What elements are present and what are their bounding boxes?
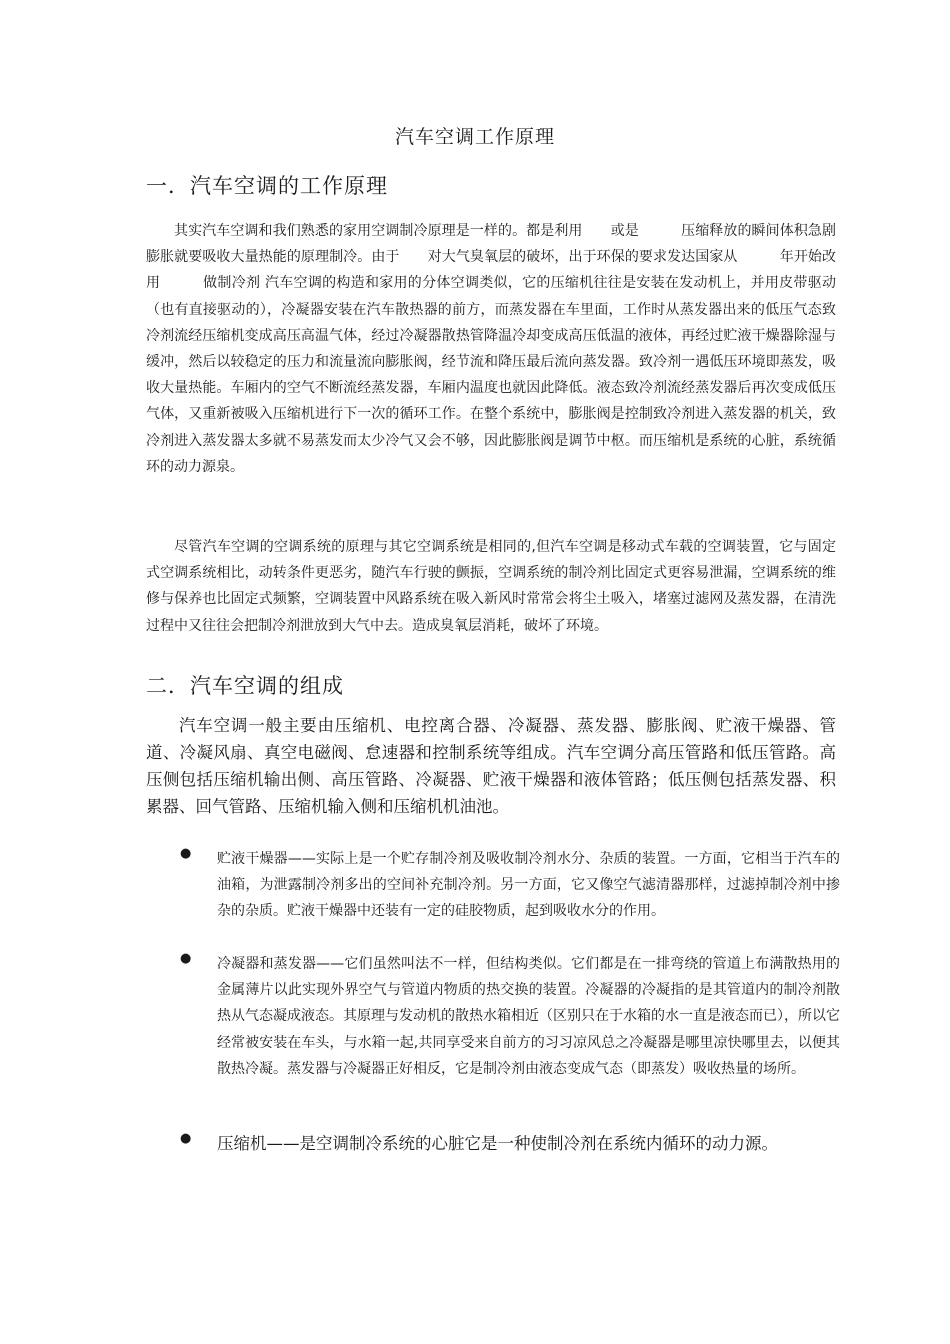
bullet-dot-icon: ● [180, 1131, 192, 1146]
bullet-text: 压缩机——是空调制冷系统的心脏它是一种使制冷剂在系统内循环的动力源。 [217, 1134, 778, 1153]
bullet-item-compressor [180, 1131, 840, 1157]
section1-paragraph-2: 尽管汽车空调的空调系统的原理与其它空调系统是相同的,但汽车空调是移动式车载的空调装置，它与固定式空调系统相比，动转条件更恶劣，随汽车行驶的颤振，空调系统的制冷剂比固定式更容易泄漏，空调系统的维修与保养也比固定式频繁，空调装置中风路系统在吸入新风时常常会将尘土吸入，堵塞过滤网及蒸发器，在清洗过程中又往往会把制冷剂泄放到大气中去。造成臭氧层消耗，破坏了环境。 [146, 539, 836, 634]
bullet-text: 冷凝器和蒸发器——它们虽然叫法不一样，但结构类似。它们都是在一排弯绕的管道上布满散热用的金属薄片以此实现外界空气与管道内物质的热交换的装置。冷凝器的冷凝指的是其管道内的制冷剂散热从气态凝成液态。其原理与发动机的散热水箱相近（区别只在于水箱的水一直是液态而已），所以它经常被安装在车头，与水箱一起,共同享受来自前方的习习凉风总之冷凝器是哪里凉快哪里去，以便其散热冷凝。蒸发器与冷凝器正好相反，它是制冷剂由液态变成气态（即蒸发）吸收热量的场所。 [217, 956, 840, 1077]
section2-heading: 二．汽车空调的组成 [146, 674, 344, 698]
section2-intro: 汽车空调一般主要由压缩机、电控离合器、冷凝器、蒸发器、膨胀阀、贮液干燥器、管道、冷凝风扇、真空电磁阀、怠速器和控制系统等组成。汽车空调分高压管路和低压管路。高压侧包括压缩机输出侧、高压管路、冷凝器、贮液干燥器和液体管路；低压侧包括蒸发器、积累器、回气管路、压缩机输入侧和压缩机机油池。 [146, 716, 836, 816]
document-title: 汽车空调工作原理 [394, 126, 555, 148]
section1-heading: 一．汽车空调的工作原理 [146, 174, 388, 198]
bullet-item-condenser-evaporator [180, 951, 840, 1082]
bullet-item-drier [180, 846, 840, 925]
bullet-text: 贮液干燥器——实际上是一个贮存制冷剂及吸收制冷剂水分、杂质的装置。一方面，它相当于汽车的油箱，为泄露制冷剂多出的空间补充制冷剂。另一方面，它又像空气滤清器那样，过滤掉制冷剂中掺杂的杂质。贮液干燥器中还装有一定的硅胶物质，起到吸收水分的作用。 [217, 851, 840, 920]
bullet-dot-icon: ● [180, 951, 192, 966]
section1-paragraph-1: 其实汽车空调和我们熟悉的家用空调制冷原理是一样的。都是利用 或是 压缩释放的瞬间体积急剧膨胀就要吸收大量热能的原理制冷。由于 对大气臭氧层的破坏，出于环保的要求发达国家从 年开始改用 做制冷剂 汽车空调的构造和家用的分体空调类似，它的压缩机往往是安装在发动机上，并用皮带驱动（也有直接驱动的），冷凝器安装在汽车散热器的前方，而蒸发器在车里面，工作时从蒸发器出来的低压气态致冷剂流经压缩机变成高压高温气体，经过冷凝器散热管降温冷却变成高压低温的液体，再经过贮液干燥器除湿与缓冲，然后以较稳定的压力和流量流向膨胀阀，经节流和降压最后流向蒸发器。致冷剂一遇低压环境即蒸发，吸收大量热能。车厢内的空气不断流经蒸发器，车厢内温度也就因此降低。液态致冷剂流经蒸发器后再次变成低压气体，又重新被吸入压缩机进行下一次的循环工作。在整个系统中，膨胀阀是控制致冷剂进入蒸发器的机关，致冷剂进入蒸发器太多就不易蒸发而太少冷气又会不够，因此膨胀阀是调节中枢。而压缩机是系统的心脏，系统循环的动力源泉。 [146, 223, 836, 475]
bullet-dot-icon: ● [180, 846, 192, 861]
